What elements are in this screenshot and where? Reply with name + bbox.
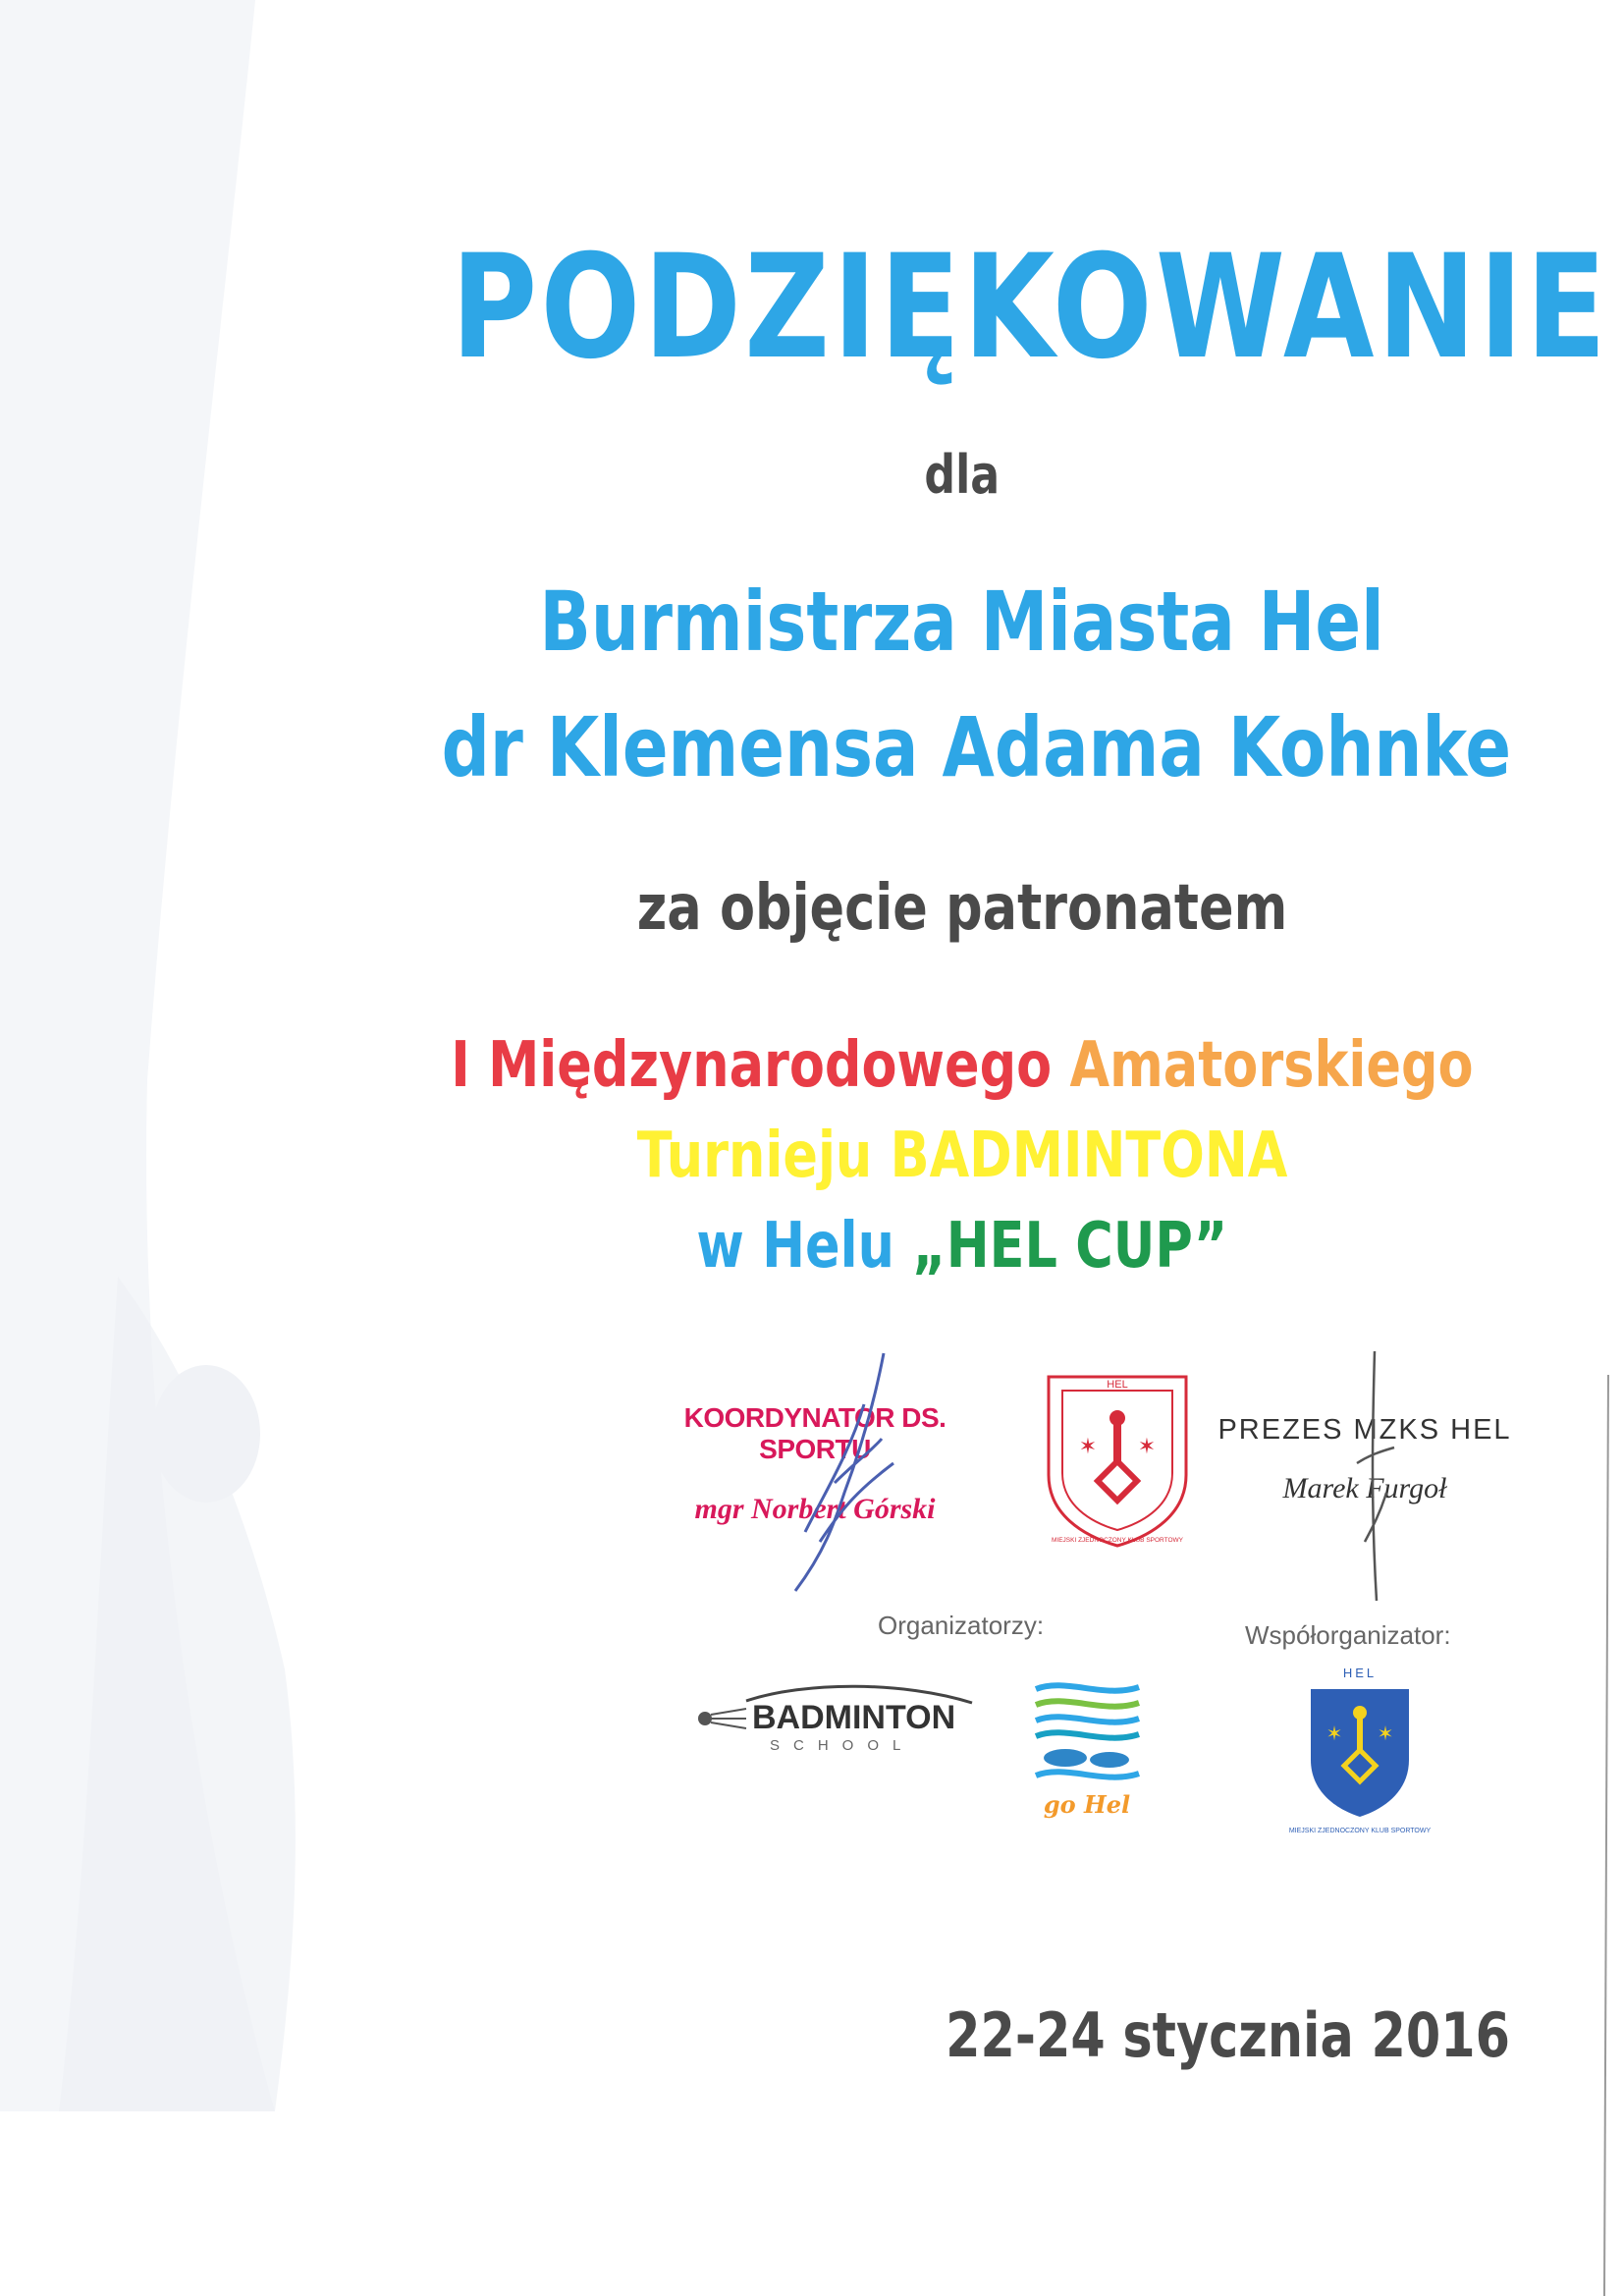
go-hel-logo bbox=[1026, 1677, 1149, 1825]
event-tournament: Turnieju bbox=[636, 1120, 873, 1192]
recipient-title: Burmistrza Miasta Hel bbox=[539, 574, 1385, 670]
scan-edge-line bbox=[1602, 1375, 1612, 2296]
coordinator-signature bbox=[766, 1345, 923, 1601]
coordinator-name: mgr Norbert Górski bbox=[694, 1493, 936, 1525]
badminton-logo-text: BADMINTON bbox=[752, 1699, 956, 1736]
president-name: Marek Furgoł bbox=[1282, 1472, 1447, 1504]
crest-star-icon: ✶ bbox=[1137, 1435, 1157, 1459]
club-crest-ring-text: MIEJSKI ZJEDNOCZONY KLUB SPORTOWY bbox=[1052, 1537, 1183, 1544]
event-location: w Helu bbox=[696, 1210, 895, 1283]
crest-key-icon bbox=[1098, 1410, 1137, 1501]
event-line-1 bbox=[324, 1029, 1600, 1102]
coordinator-role: KOORDYNATOR DS. SPORTU bbox=[683, 1402, 947, 1464]
coorganizer-crest-ring-text: MIEJSKI ZJEDNOCZONY KLUB SPORTOWY bbox=[1288, 1828, 1432, 1834]
club-crest-top-text: HEL bbox=[1107, 1379, 1128, 1391]
fish-icon bbox=[1044, 1749, 1087, 1767]
crest-star-icon: ✶ bbox=[1377, 1722, 1394, 1745]
certificate-title: PODZIĘKOWANIE bbox=[451, 224, 1610, 391]
crest-star-icon: ✶ bbox=[1078, 1435, 1098, 1459]
recipient-name: dr Klemensa Adama Kohnke bbox=[441, 699, 1512, 795]
coorganizer-crest-top-text: HEL bbox=[1342, 1666, 1378, 1680]
event-line-2 bbox=[324, 1120, 1600, 1192]
reason-text: za objęcie patronatem bbox=[636, 872, 1288, 945]
event-date: 22-24 stycznia 2016 bbox=[946, 1999, 1510, 2071]
club-crest bbox=[1039, 1367, 1196, 1554]
event-name: „HEL CUP” bbox=[912, 1210, 1228, 1283]
coorganizer-crest bbox=[1281, 1662, 1438, 1838]
event-badminton: BADMINTONA bbox=[890, 1120, 1288, 1192]
shuttlecock-icon bbox=[699, 1709, 746, 1728]
badminton-logo-subtext: SCHOOL bbox=[770, 1737, 915, 1754]
event-international: I Międzynarodowego bbox=[451, 1029, 1053, 1102]
for-label: dla bbox=[924, 444, 1001, 506]
president-signature bbox=[1335, 1345, 1414, 1611]
crest-star-icon: ✶ bbox=[1325, 1722, 1343, 1745]
coorganizer-label: Współorganizator: bbox=[1245, 1620, 1451, 1650]
go-hel-logo-text: go Hel bbox=[1043, 1790, 1131, 1819]
organizers-label: Organizatorzy: bbox=[878, 1611, 1045, 1640]
president-role: PREZES MZKS HEL bbox=[1217, 1414, 1512, 1446]
fish-icon bbox=[1090, 1752, 1129, 1768]
event-line-3 bbox=[324, 1210, 1600, 1283]
badminton-school-logo bbox=[687, 1679, 982, 1758]
event-amateur: Amatorskiego bbox=[1069, 1029, 1474, 1102]
